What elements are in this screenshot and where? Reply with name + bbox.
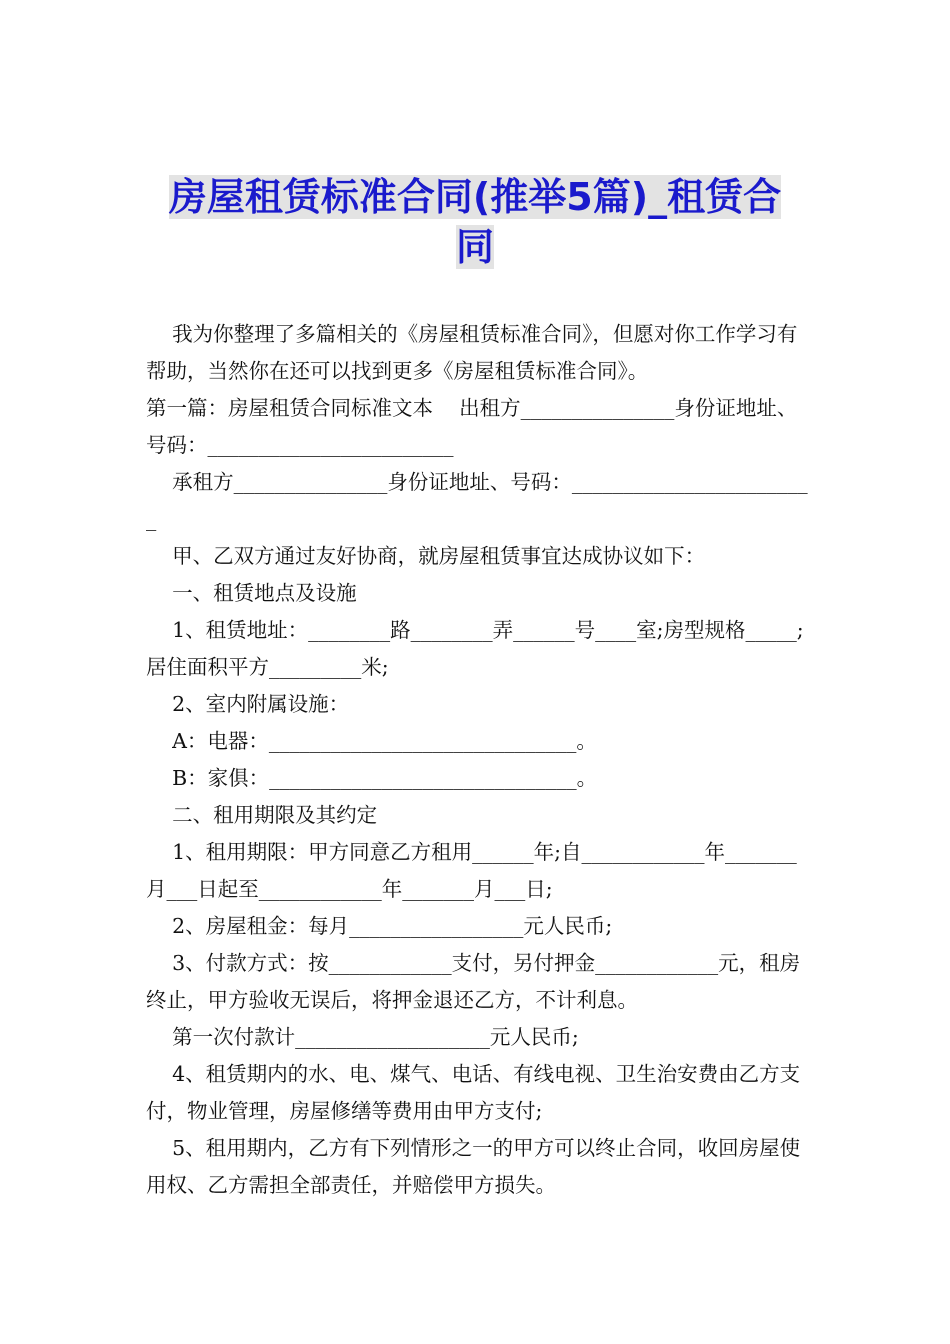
- paragraph-furniture: B：家俱：______________________________。: [146, 766, 598, 790]
- paragraph-utilities: 4、租赁期内的水、电、煤气、电话、有线电视、卫生治安费由乙方支付，物业管理，房屋修缮等费用由甲方支付;: [146, 1062, 801, 1123]
- document-title: [150, 172, 800, 272]
- paragraph-appliances: A：电器：______________________________。: [146, 729, 597, 753]
- section-heading-term: 二、租用期限及其约定: [146, 803, 378, 827]
- paragraph-address: 1、租赁地址：________路________弄______号____室;房型规格_____;居住面积平方_________米;: [146, 618, 804, 679]
- document-body: [146, 316, 808, 1204]
- paragraph-agreement: 甲、乙双方通过友好协商，就房屋租赁事宜达成协议如下：: [146, 544, 706, 568]
- paragraph-facilities: 2、室内附属设施：: [146, 692, 350, 716]
- title-line-2: 同: [455, 225, 494, 269]
- paragraph-termination: 5、租用期内，乙方有下列情形之一的甲方可以终止合同，收回房屋使用权、乙方需担全部责任，并赔偿甲方损失。: [146, 1136, 801, 1197]
- paragraph-intro: 我为你整理了多篇相关的《房屋租赁标准合同》，但愿对你工作学习有帮助，当然你在还可以找到更多《房屋租赁标准合同》。: [146, 322, 798, 383]
- paragraph-lessee: 承租方_______________身份证地址、号码：________________________: [146, 470, 808, 531]
- paragraph-rent: 2、房屋租金：每月_________________元人民币;: [146, 914, 613, 938]
- title-line-1: 房屋租赁标准合同(推举5篇)_租赁合: [168, 175, 782, 219]
- section-heading-location: 一、租赁地点及设施: [146, 581, 357, 605]
- paragraph-first-payment: 第一次付款计___________________元人民币;: [146, 1025, 579, 1049]
- paragraph-lessor: 第一篇：房屋租赁合同标准文本 出租方_______________身份证地址、号码：________________________: [146, 396, 798, 457]
- paragraph-payment: 3、付款方式：按____________支付，另付押金____________元，租房终止，甲方验收无误后，将押金退还乙方，不计利息。: [146, 951, 801, 1012]
- paragraph-term: 1、租用期限：甲方同意乙方租用______年;自____________年_______月___日起至____________年_______月___日;: [146, 840, 797, 901]
